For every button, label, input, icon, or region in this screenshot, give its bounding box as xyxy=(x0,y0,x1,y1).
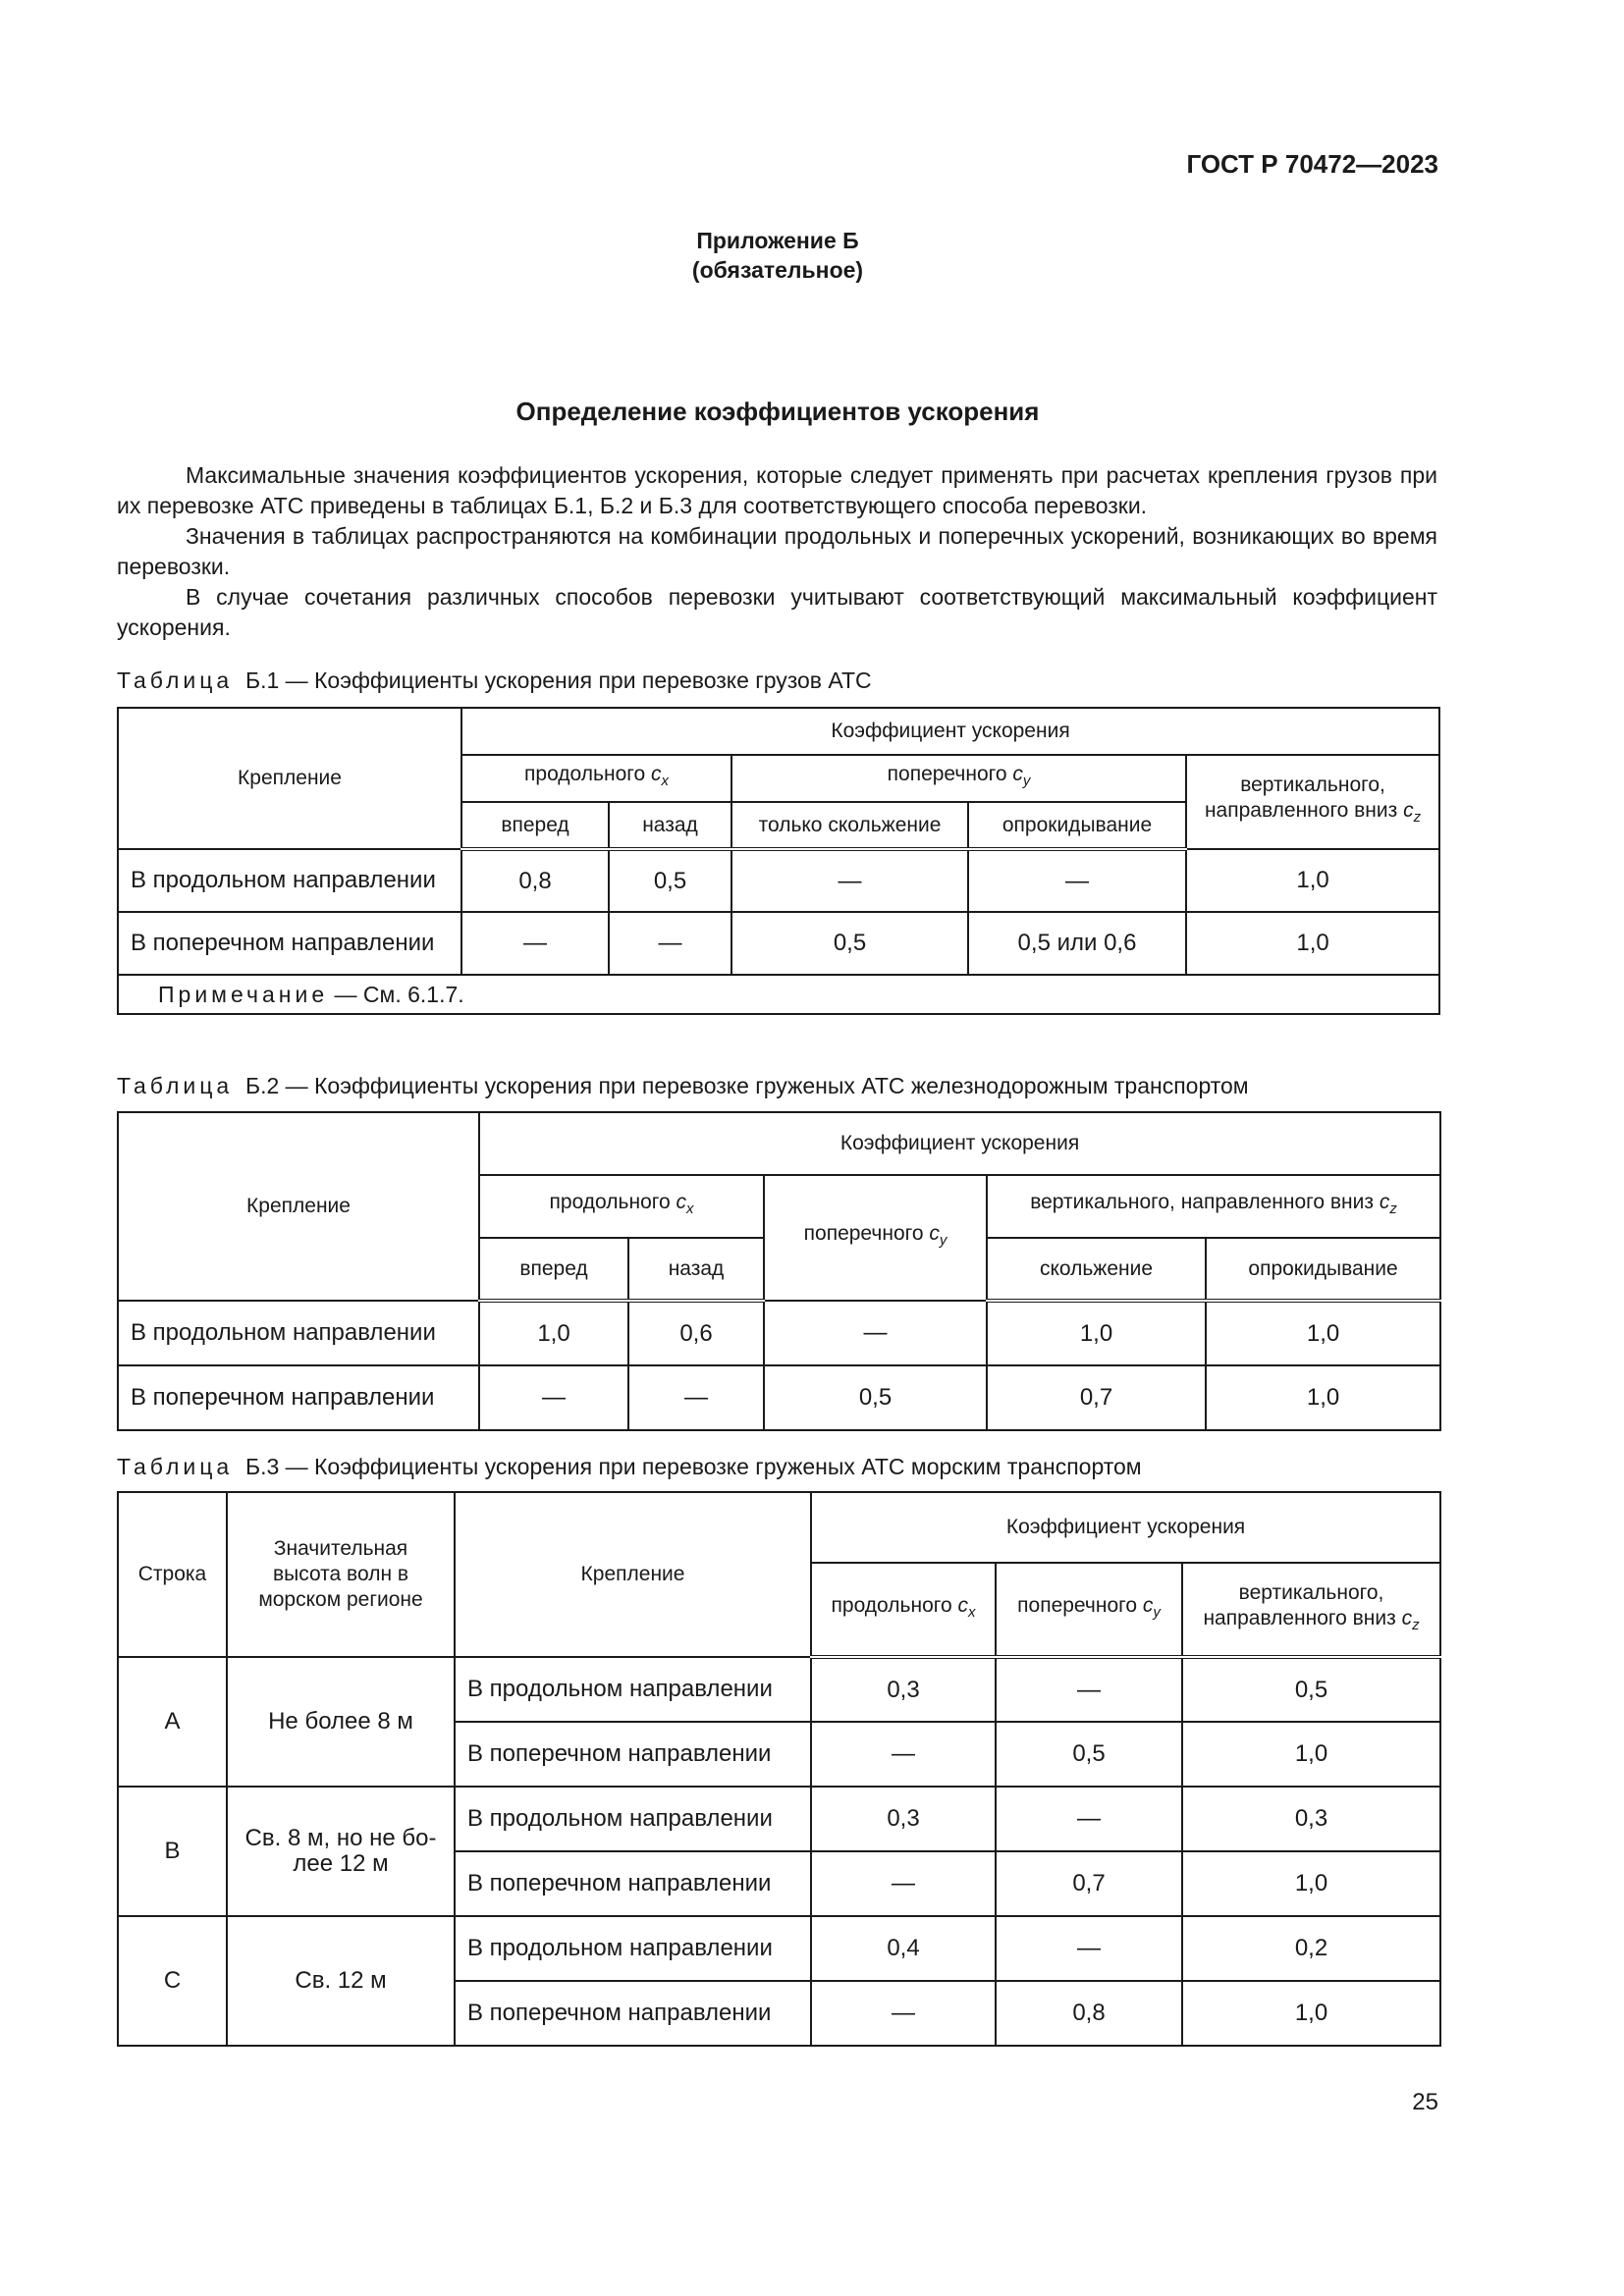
table-word: Таблица xyxy=(117,1073,234,1098)
header-longitudinal: продольного $c_x$ xyxy=(479,1175,764,1238)
table-cell: 1,0 xyxy=(1206,1365,1440,1430)
row-label: В продольном направлении xyxy=(455,1916,811,1981)
table2-title: — Коэффициенты ускорения при перевозке груженых АТС железнодорожным транспортом xyxy=(285,1073,1249,1098)
header-tipping: опрокидывание xyxy=(1206,1238,1440,1301)
table-cell: 1,0 xyxy=(1206,1301,1440,1365)
header-backward: назад xyxy=(628,1238,764,1301)
header-fastening: Крепление xyxy=(118,1112,479,1301)
table1-note: Примечание — См. 6.1.7. xyxy=(118,975,1439,1014)
header-coefficient: Коэффициент ускорения xyxy=(461,708,1439,755)
row-label: В продольном направлении xyxy=(118,849,461,912)
row-label: В поперечном направлении xyxy=(118,1365,479,1430)
header-coefficient: Коэффициент ускорения xyxy=(811,1492,1440,1563)
table-row xyxy=(118,912,1439,975)
row-label: В поперечном направлении xyxy=(455,1722,811,1787)
header-fastening: Крепление xyxy=(455,1492,811,1657)
table-row xyxy=(118,1365,1440,1430)
document-code: ГОСТ Р 70472—2023 xyxy=(1186,149,1438,179)
appendix-heading xyxy=(0,226,1555,285)
table-b3 xyxy=(117,1491,1441,2047)
table-cell: 0,8 xyxy=(461,849,609,912)
table-cell: 0,3 xyxy=(1182,1787,1440,1851)
row-label: В поперечном направлении xyxy=(455,1851,811,1916)
paragraph-1 xyxy=(117,460,1437,521)
appendix-title: Приложение Б xyxy=(696,228,859,253)
row-label: В продольном направлении xyxy=(118,1301,479,1365)
row-id: B xyxy=(118,1787,227,1916)
table-cell: — xyxy=(731,849,968,912)
table-cell: — xyxy=(811,1722,996,1787)
header-forward: вперед xyxy=(461,802,609,849)
table-cell: 1,0 xyxy=(1186,912,1439,975)
table-cell: 1,0 xyxy=(1182,1722,1440,1787)
table-cell: 0,8 xyxy=(996,1981,1182,2046)
table-cell: 0,7 xyxy=(996,1851,1182,1916)
table-cell: 0,5 xyxy=(731,912,968,975)
table-row xyxy=(118,849,1439,912)
header-vertical: вертикального, направленного вниз $c_z$ xyxy=(1186,755,1439,849)
table2-caption xyxy=(117,1073,1249,1099)
table3-number: Б.3 xyxy=(244,1454,280,1479)
table-row xyxy=(118,1657,1440,1722)
paragraph-3-text: В случае сочетания различных способов перевозки учитывают соответствующий максимальный коэффициент ускорения. xyxy=(117,584,1437,640)
header-transverse: поперечного $c_y$ xyxy=(996,1563,1182,1657)
table-cell: — xyxy=(811,1981,996,2046)
header-longitudinal: продольного $c_x$ xyxy=(461,755,731,802)
paragraph-2-text: Значения в таблицах распространяются на комбинации продольных и поперечных ускорений, возникающих во время перевозки. xyxy=(117,523,1437,579)
table2-number: Б.2 xyxy=(244,1073,280,1098)
row-label: В продольном направлении xyxy=(455,1657,811,1722)
table3-title: — Коэффициенты ускорения при перевозке груженых АТС морским транспортом xyxy=(285,1454,1142,1479)
paragraph-1-text: Максимальные значения коэффициентов ускорения, которые следует применять при расчетах крепления грузов при их перевозке АТС приведены в таблицах Б.1, Б.2 и Б.3 для соответствующего способа перевозки. xyxy=(117,462,1437,518)
wave-height: Св. 8 м, но не бо- лее 12 м xyxy=(227,1787,455,1916)
table-cell: 1,0 xyxy=(1186,849,1439,912)
table1-number: Б.1 xyxy=(244,667,280,693)
table-cell: — xyxy=(996,1787,1182,1851)
header-sliding-only: только скольжение xyxy=(731,802,968,849)
paragraph-2 xyxy=(117,521,1437,582)
table-cell: 0,5 xyxy=(609,849,731,912)
table1-title: — Коэффициенты ускорения при перевозке грузов АТС xyxy=(285,667,872,693)
header-wave-height: Значительная высота волн в морском регионе xyxy=(227,1492,455,1657)
wave-height: Не более 8 м xyxy=(227,1657,455,1787)
row-label: В поперечном направлении xyxy=(118,912,461,975)
table-row xyxy=(118,1301,1440,1365)
row-id: C xyxy=(118,1916,227,2046)
row-id: A xyxy=(118,1657,227,1787)
table-cell: 1,0 xyxy=(1182,1851,1440,1916)
table-cell: 0,5 или 0,6 xyxy=(968,912,1186,975)
row-label: В продольном направлении xyxy=(455,1787,811,1851)
section-title: Определение коэффициентов ускорения xyxy=(515,397,1040,426)
table-b1 xyxy=(117,707,1440,1015)
table-cell: 0,5 xyxy=(1182,1657,1440,1722)
table-word: Таблица xyxy=(117,1454,234,1479)
header-forward: вперед xyxy=(479,1238,628,1301)
header-row: Строка xyxy=(118,1492,227,1657)
header-transverse: поперечного $c_y$ xyxy=(731,755,1186,802)
table-b2 xyxy=(117,1111,1441,1431)
header-backward: назад xyxy=(609,802,731,849)
table-row xyxy=(118,1916,1440,1981)
header-vertical: вертикального, направленного вниз $c_z$ xyxy=(987,1175,1440,1238)
table-cell: 0,5 xyxy=(996,1722,1182,1787)
table3-caption xyxy=(117,1454,1142,1480)
table-cell: — xyxy=(811,1851,996,1916)
appendix-status: (обязательное) xyxy=(691,257,864,283)
table-cell: 1,0 xyxy=(479,1301,628,1365)
table1-caption xyxy=(117,667,872,694)
table-cell: — xyxy=(996,1657,1182,1722)
table-cell: 0,3 xyxy=(811,1657,996,1722)
table-cell: 0,3 xyxy=(811,1787,996,1851)
table-cell: 0,7 xyxy=(987,1365,1206,1430)
table-cell: — xyxy=(609,912,731,975)
wave-height: Св. 12 м xyxy=(227,1916,455,2046)
table-cell: 0,2 xyxy=(1182,1916,1440,1981)
paragraph-3 xyxy=(117,582,1437,643)
table-row xyxy=(118,1787,1440,1851)
header-sliding: скольжение xyxy=(987,1238,1206,1301)
page-number: 25 xyxy=(1412,2089,1438,2115)
table-cell: 1,0 xyxy=(987,1301,1206,1365)
header-vertical: вертикального, направленного вниз $c_z$ xyxy=(1182,1563,1440,1657)
header-coefficient: Коэффициент ускорения xyxy=(479,1112,1440,1175)
table-cell: — xyxy=(764,1301,987,1365)
table-cell: 0,4 xyxy=(811,1916,996,1981)
table-cell: — xyxy=(628,1365,764,1430)
table-cell: — xyxy=(461,912,609,975)
table-word: Таблица xyxy=(117,667,234,693)
header-longitudinal: продольного $c_x$ xyxy=(811,1563,996,1657)
table-cell: — xyxy=(996,1916,1182,1981)
table-cell: 1,0 xyxy=(1182,1981,1440,2046)
table-cell: 0,6 xyxy=(628,1301,764,1365)
table-cell: 0,5 xyxy=(764,1365,987,1430)
header-transverse: поперечного $c_y$ xyxy=(764,1175,987,1301)
table-cell: — xyxy=(968,849,1186,912)
header-tipping: опрокидывание xyxy=(968,802,1186,849)
row-label: В поперечном направлении xyxy=(455,1981,811,2046)
table-cell: — xyxy=(479,1365,628,1430)
header-fastening: Крепление xyxy=(118,708,461,849)
